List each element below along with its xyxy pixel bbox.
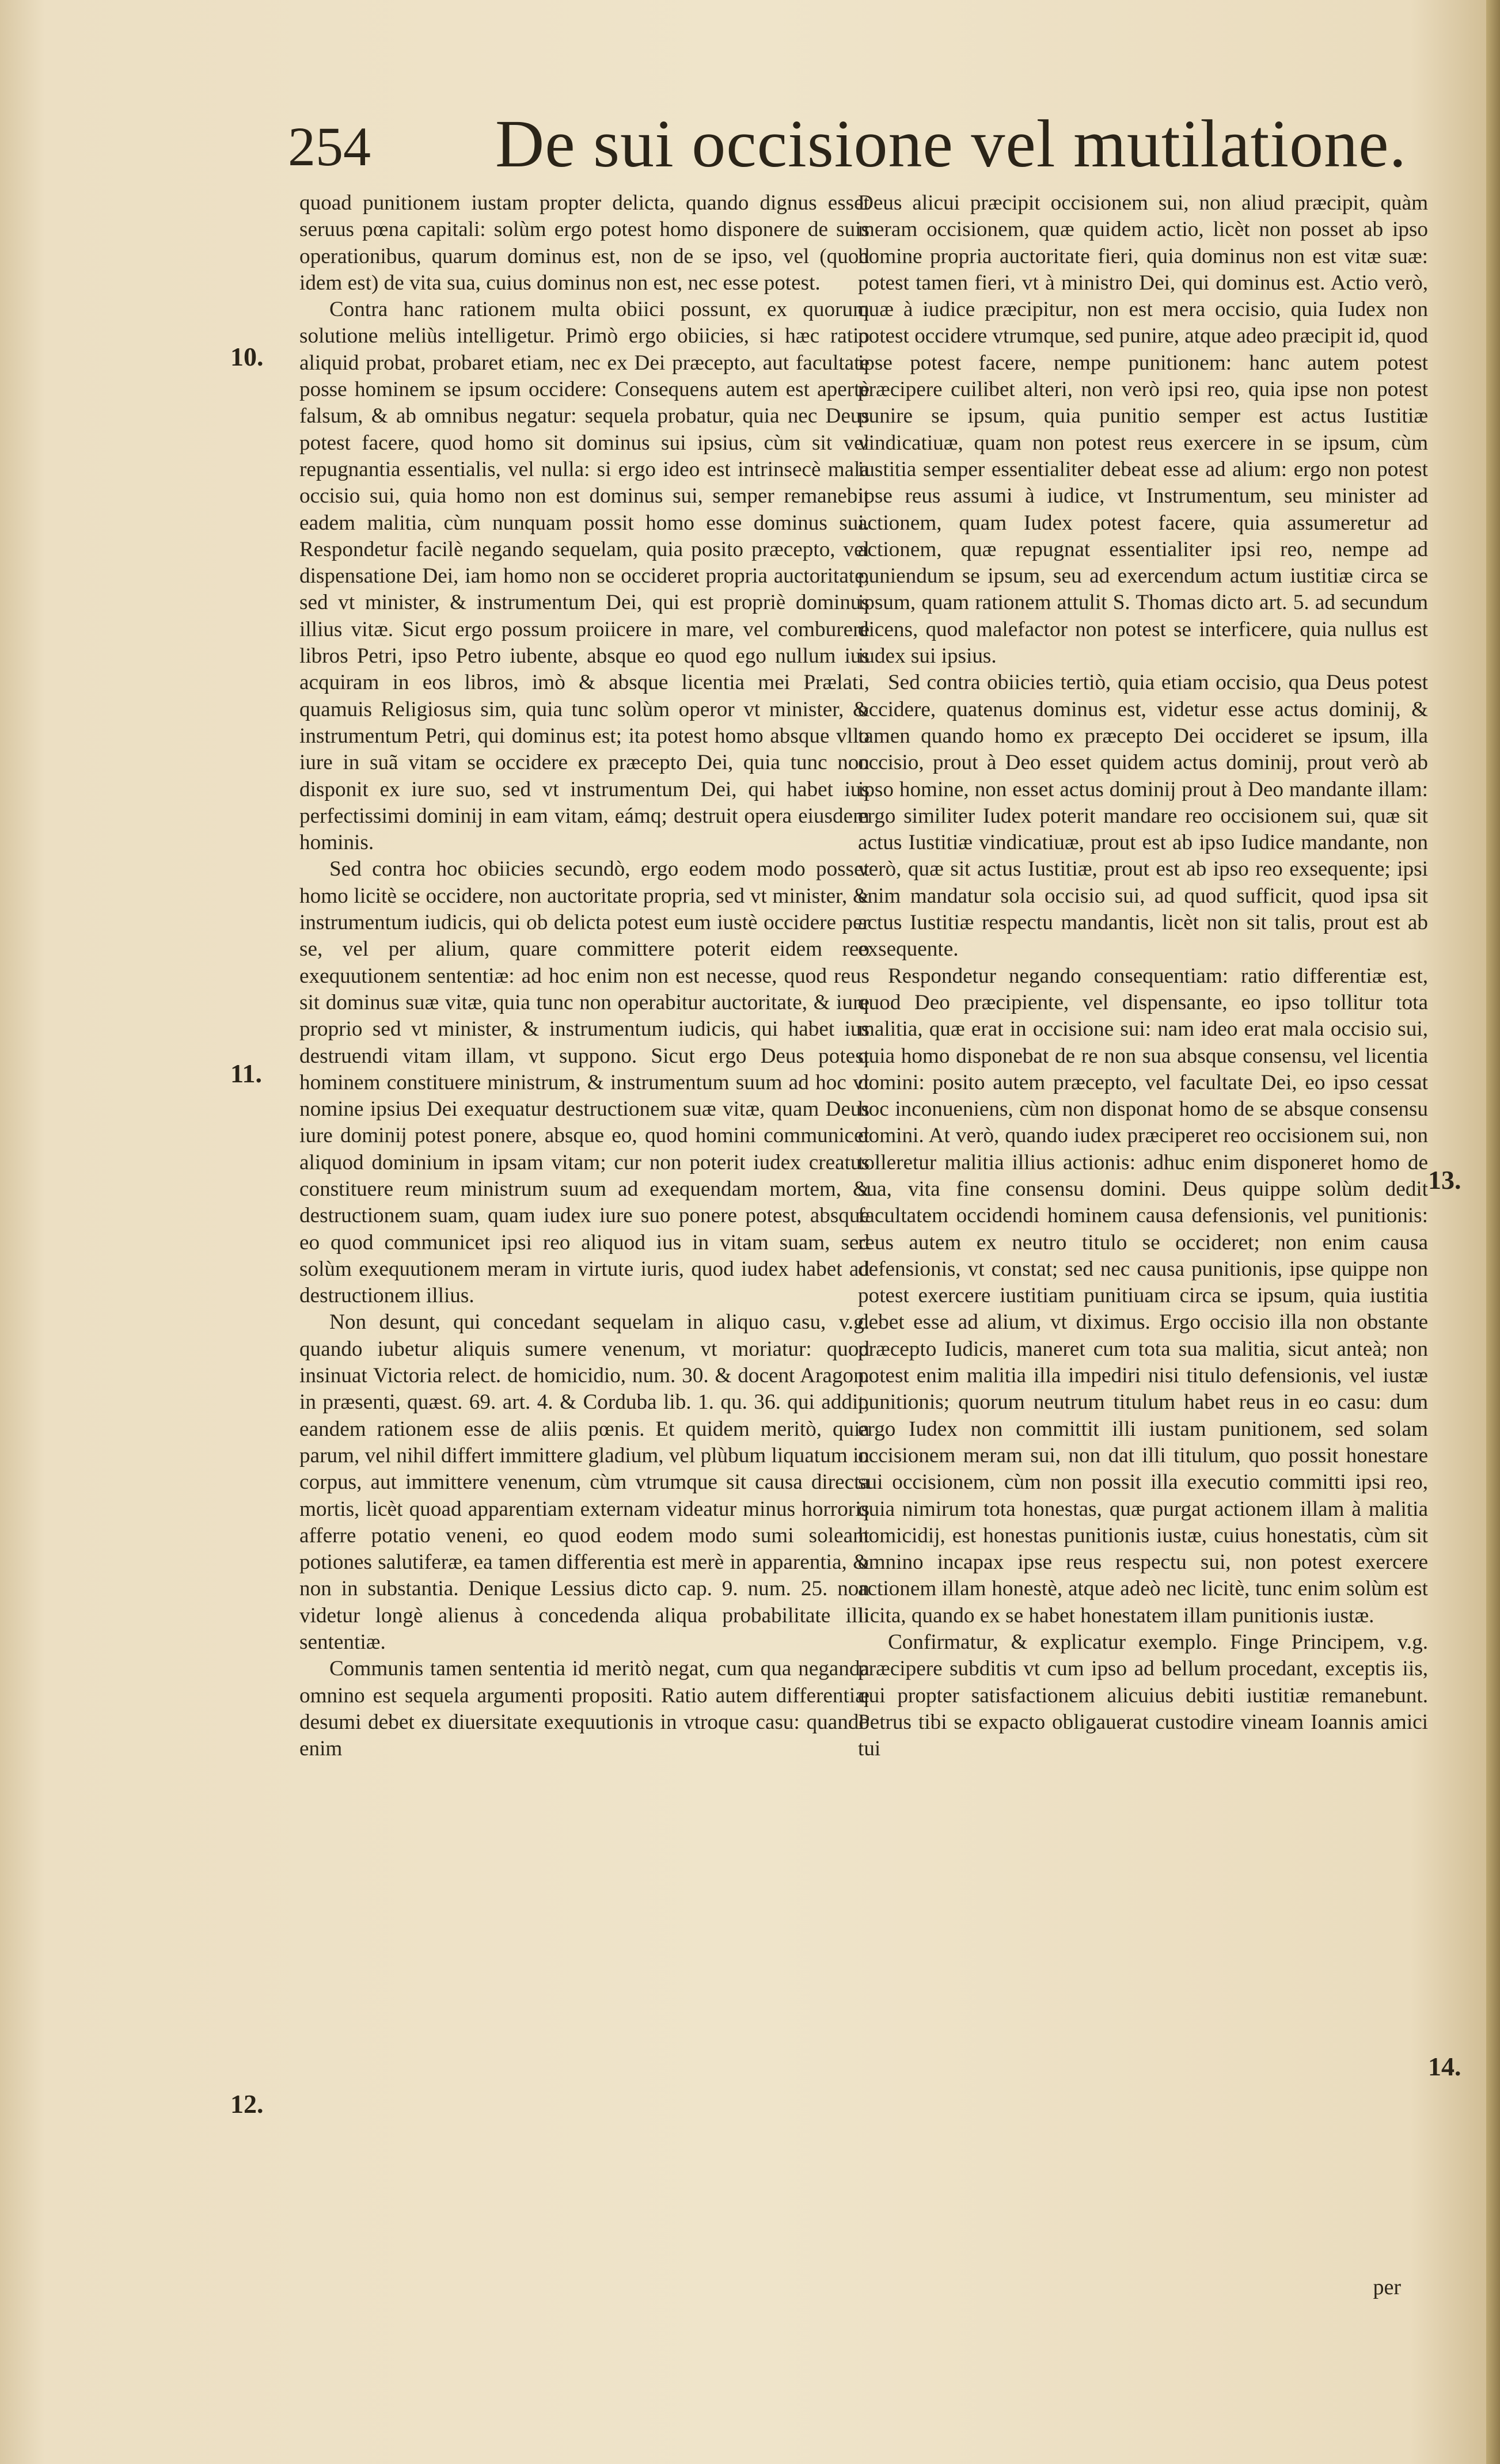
margin-number-10: 10. [230,342,264,371]
right-paragraph-2: Sed contra obiicies tertiò, quia etiam occisio, qua Deus potest occidere, quatenus dominus est, videtur esse actus dominij, & tamen quando homo ex præcepto Dei occideret se ipsum, illa occisio, prout à Deo esset quidem actus dominij, prout verò ab ipso homine, non esset actus dominij prout à Deo mandante illam: ergo similiter Iudex poterit mandare reo occisionem sui, quæ sit actus Iustitiæ vindicatiuæ, prout est ab ipso Iudice mandante, non verò, quæ sit actus Iustitiæ, prout est ab ipso reo exsequente; ipsi enim mandatur sola occisio sui, ad quod sufficit, quod ipsa sit actus Iustitiæ respectu mandantis, licèt non sit talis, prout est ab exsequente. [858,671,1428,961]
margin-number-11: 11. [230,1059,262,1088]
right-column [858,190,1428,1763]
right-paragraph-3: Respondetur negando consequentiam: ratio differentiæ est, quod Deo præcipiente, vel dispensante, eo ipso tollitur tota malitia, quæ erat in occisione sui: nam ideo erat mala occisio sui, quia homo disponebat de re non sua absque consensu, vel licentia domini: posito autem præcepto, vel facultate Dei, eo ipso cessat hoc inconueniens, cùm non disponat homo de se absque consensu domini. At verò, quando iudex præciperet reo occisionem sui, non tolleretur malitia illius actionis: adhuc enim disponeret homo de sua, vita fine consensu domini. Deus quippe solùm dedit facultatem occidendi hominem causa defensionis, vel punitionis: reus autem ex neutro titulo se occideret; non enim causa defensionis, vt constat; sed nec causa punitionis, ipse quippe non potest exercere iustitiam punitiuam circa se ipsum, quia iustitia debet esse ad alium, vt diximus. Ergo occisio illa non obstante præcepto Iudicis, maneret cum tota sua malitia, sicut anteà; non potest enim malitia illa impediri nisi titulo defensionis, vel iustæ punitionis; quorum neutrum titulum habet reus in eo casu: dum ergo Iudex non committit illi iustam punitionem, sed solam occisionem meram sui, non dat illi titulum, quo possit honestare sui occisionem, cùm non possit illa executio committi ipsi reo, quia nimirum tota honestas, quæ purgat actionem illam à malitia homicidij, est honestas punitionis iustæ, cuius honestatis, cùm sit omnino incapax ipse reus respectu sui, non potest exercere actionem illam honestè, atque adeò nec licitè, tunc enim solùm est licita, quando ex se habet honestatem illam punitionis iustæ. [858,964,1428,1628]
left-paragraph-4: Non desunt, qui concedant sequelam in aliquo casu, v.g. quando iubetur aliquis sumere venenum, vt moriatur: quod insinuat Victoria relect. de homicidio, num. 30. & docent Aragon. in præsenti, quæst. 69. art. 4. & Corduba lib. 1. qu. 36. qui addit, eandem rationem esse de aliis pœnis. Et quidem meritò, quia parum, vel nihil differt immittere gladium, vel plùbum liquatum in corpus, aut immittere venenum, cùm vtrumque sit causa directa mortis, licèt quoad apparentiam externam videatur minus horroris afferre potatio veneni, eo quod eodem modo sumi soleant potiones salutiferæ, ea tamen differentia est merè in apparentia, & non in substantia. Denique Lessius dicto cap. 9. num. 25. non videtur longè alienus à concedenda aliqua probabilitate illi sententiæ. [299,1310,869,1655]
running-title: De sui occisione vel mutilatione. [495,106,1407,181]
page-number: 254 [288,116,371,177]
margin-number-13: 13. [1428,1165,1461,1195]
left-column [299,190,869,1763]
right-paragraph-1: Deus alicui præcipit occisionem sui, non aliud præcipit, quàm meram occisionem, quæ quidem actio, licèt non posset ab ipso homine propria auctoritate fieri, quia dominus non est vitæ suæ: potest tamen fieri, vt à ministro Dei, qui dominus est. Actio verò, quæ à iudice præcipitur, non est mera occisio, quia Iudex non potest occidere vtrumque, sed punire, atque adeo præcipit id, quod ipse potest facere, nempe punitionem: hanc autem potest præcipere cuilibet alteri, non verò ipsi reo, quia ipse non potest punire se ipsum, quia punitio semper est actus Iustitiæ vindicatiuæ, quam non potest reus exercere in se ipsum, cùm iustitia semper essentialiter debeat esse ad alium: ergo non potest ipse reus assumi à iudice, vt Instrumentum, seu minister ad actionem, quam Iudex potest facere, quia assumeretur ad actionem, quæ repugnat essentialiter ipsi reo, nempe ad puniendum se ipsum, seu ad exercendum actum iustitiæ circa se ipsum, quam rationem attulit S. Thomas dicto art. 5. ad secundum dicens, quod malefactor non potest se interficere, quia nullus est iudex sui ipsius. [858,191,1428,668]
margin-number-14: 14. [1428,2052,1461,2081]
catchword: per [1373,2275,1401,2299]
page-header [288,104,1440,184]
left-paragraph-3: Sed contra hoc obiicies secundò, ergo eodem modo posset homo licitè se occidere, non auctoritate propria, sed vt minister, & instrumentum iudicis, qui ob delicta potest eum iustè occidere per se, vel per alium, quare committere poterit eidem reo exequutionem sententiæ: ad hoc enim non est necesse, quod reus sit dominus suæ vitæ, quia tunc non operabitur auctoritate, & iure proprio sed vt minister, & instrumentum iudicis, qui habet ius destruendi vitam illam, vt suppono. Sicut ergo Deus potest hominem constituere ministrum, & instrumentum suum ad hoc vt nomine ipsius Dei exequatur destructionem suæ vitæ, quam Deus iure dominij potest ponere, absque eo, quod homini communicet aliquod dominium in ipsam vitam; cur non poterit iudex creatus constituere reum ministrum suum ad exequendam mortem, & destructionem suam, quam iudex iure suo ponere potest, absque eo quod communicet ipsi reo aliquod ius in vitam suam, sed solùm exequutionem meram in virtute iuris, quod iudex habet ad destructionem illius. [299,857,869,1308]
left-paragraph-2: Contra hanc rationem multa obiici possunt, ex quorum solutione meliùs intelligetur. Primò ergo obiicies, si hæc ratio aliquid probat, probaret etiam, nec ex Dei præcepto, aut facultate posse hominem se ipsum occidere: Consequens autem est apertè falsum, & ab omnibus negatur: sequela probatur, quia nec Deus potest facere, quod homo sit dominus sui ipsius, cùm sit vel repugnantia essentialis, vel nulla: si ergo ideo est intrinsecè mala occisio sui, quia homo non est dominus sui, semper remanebit eadem malitia, cùm nunquam possit homo esse dominus sui. Respondetur facilè negando sequelam, quia posito præcepto, vel dispensatione Dei, iam homo non se occideret propria auctoritate, sed vt minister, & instrumentum Dei, qui est propriè dominus illius vitæ. Sicut ergo possum proiicere in mare, vel comburere libros Petri, ipso Petro iubente, absque eo quod ego nullum ius acquiram in eos libros, imò & absque licentia mei Prælati, quamuis Religiosus sim, quia tunc solùm operor vt minister, & instrumentum Petri, qui dominus est; ita potest homo absque vllo iure in suã vitam se occidere ex præcepto Dei, quia tunc non disponit ex iure suo, sed vt instrumentum Dei, qui habet ius perfectissimi dominij in eam vitam, eámq; destruit opera eiusdem hominis. [299,298,869,855]
right-paragraph-4: Confirmatur, & explicatur exemplo. Finge Principem, v.g. præcipere subditis vt cum ipso ad bellum procedant, exceptis iis, qui propter satisfactionem alicuius debiti iustitiæ remanebunt. Petrus tibi se expacto obligauerat custodire vineam Ioannis amici tui [858,1630,1428,1761]
left-paragraph-1: quoad punitionem iustam propter delicta, quando dignus esset seruus pœna capitali: solùm ergo potest homo disponere de suis operationibus, quarum dominus est, non de se ipso, vel (quod idem est) de vita sua, cuius dominus non est, nec esse potest. [299,191,869,295]
page-edge [1486,0,1500,2464]
left-paragraph-5: Communis tamen sententia id meritò negat, cum qua neganda omnino est sequela argumenti propositi. Ratio autem differentiæ desumi debet ex diuersitate exequutionis in vtroque casu: quando enim [299,1657,869,1761]
margin-number-12: 12. [230,2089,264,2119]
